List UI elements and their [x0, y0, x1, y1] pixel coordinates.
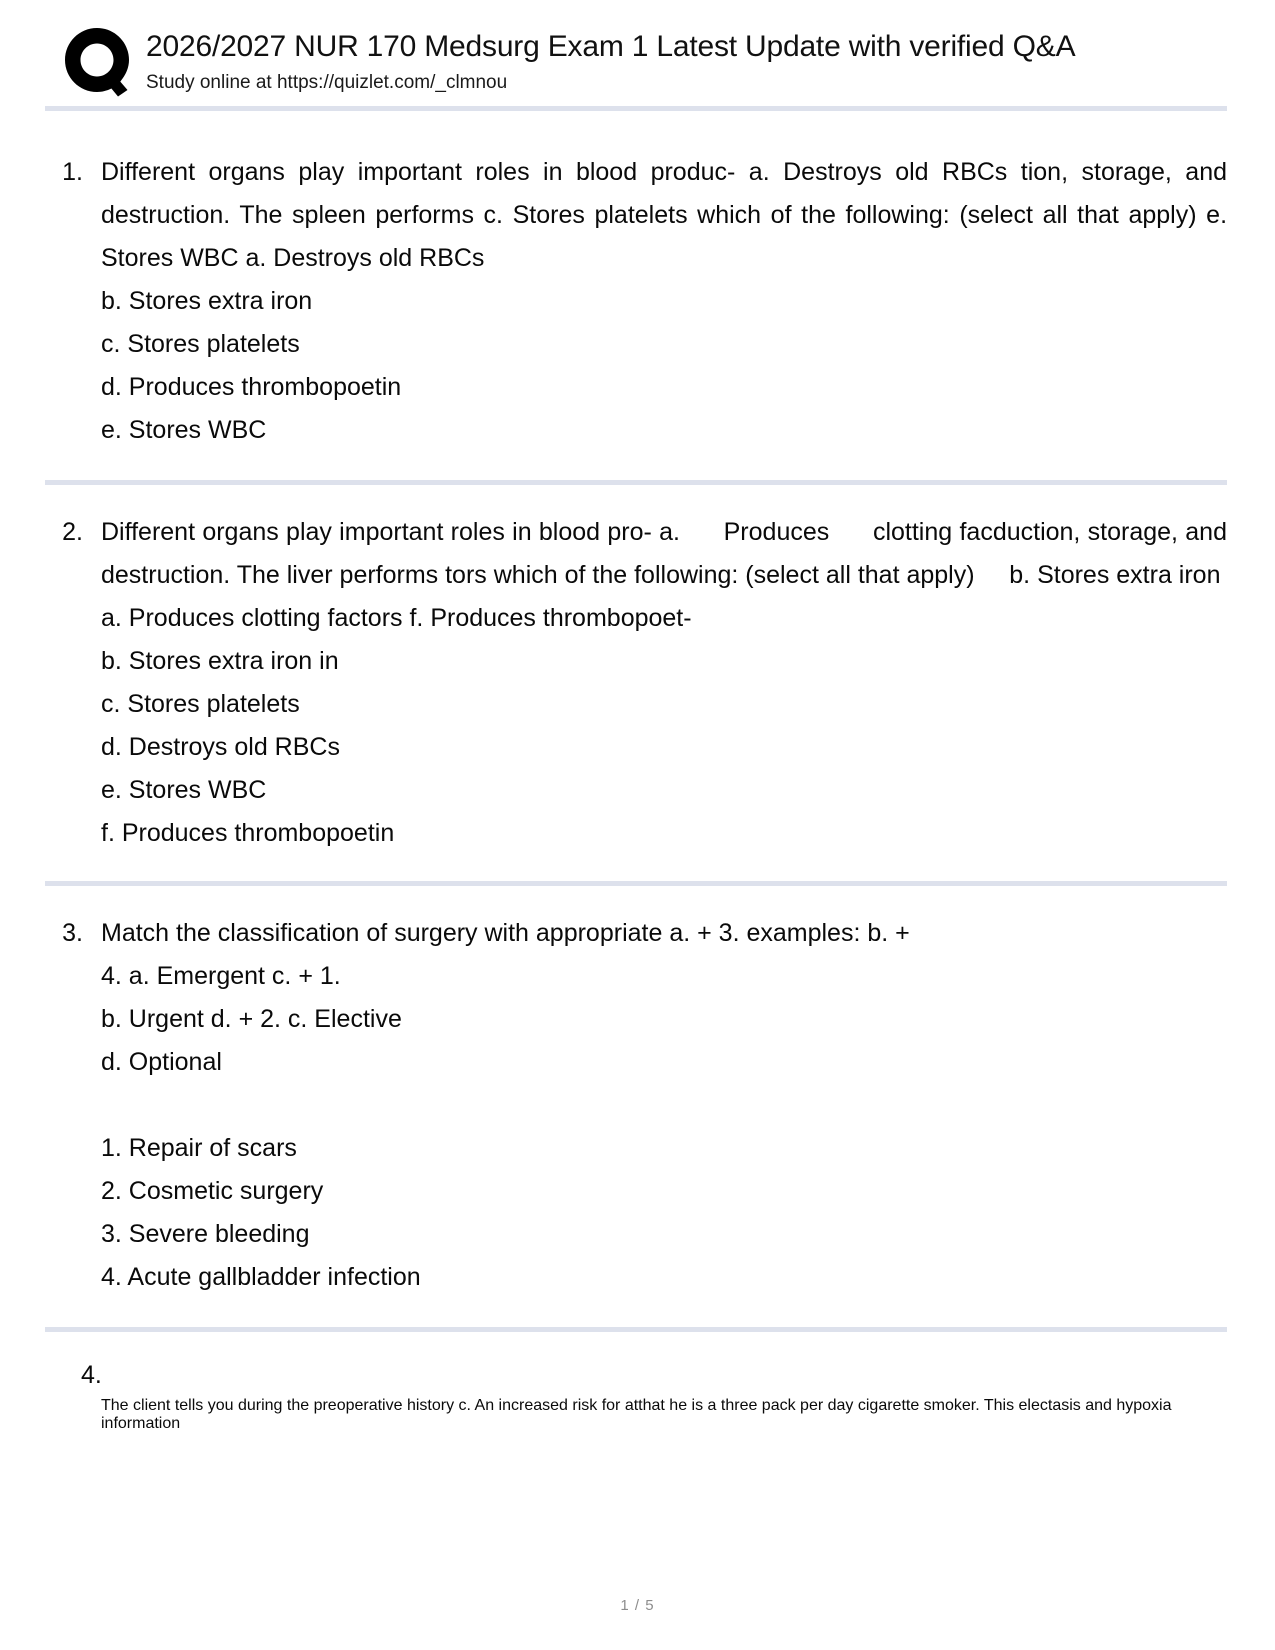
qa-paragraph-line: is a three pack per day cigarette smoker. This electasis and hypoxia information: [101, 1397, 1172, 1432]
qa-content: [45, 1397, 1227, 1433]
qa-paragraph-line: Match the classification of surgery with appropriate a. + 3. examples: b. +: [101, 919, 910, 947]
qa-option: 2. Cosmetic surgery: [101, 1177, 324, 1205]
page-footer: [0, 1597, 1275, 1614]
qa-paragraph: [101, 151, 1234, 280]
study-online-link[interactable]: Study online at https://quizlet.com/_clmnou: [146, 72, 508, 93]
qa-option: d. Destroys old RBCs: [101, 733, 340, 761]
qa-paragraph-line: facduction, storage, and destruction. The liver performs tors which of the: [101, 518, 1234, 589]
qa-paragraph: [101, 1397, 1227, 1433]
qa-number: 3.: [62, 919, 83, 947]
qa-entry-1: [40, 111, 1235, 480]
qa-paragraph-line: The client tells you during the preoperative history c. An increased risk for atthat he: [101, 1397, 688, 1414]
qa-option: 1. Repair of scars: [101, 1134, 297, 1162]
qa-paragraph-line: 4. a. Emergent c. + 1.: [101, 962, 341, 990]
header-text-block: [146, 22, 1075, 96]
qa-option: f. Produces thrombopoetin: [101, 819, 395, 847]
qa-paragraph-line: d. Optional: [101, 1048, 222, 1076]
qa-option: c. Stores platelets: [101, 330, 300, 358]
document-header: [40, 0, 1235, 92]
qa-option: d. Produces thrombopoetin: [101, 373, 402, 401]
qa-paragraph-line: Different organs play important roles in blood pro- a. Produces clotting: [101, 518, 953, 546]
qa-option: b. Stores extra iron: [101, 287, 313, 315]
qa-content: [101, 912, 1227, 1299]
qa-option: a. Produces clotting factors f. Produces thrombopoet-: [101, 604, 692, 632]
qa-number: 2.: [62, 518, 83, 546]
qa-content: [101, 151, 1234, 452]
qa-option: e. Stores WBC: [101, 416, 267, 444]
qa-entry-4: [40, 1332, 1235, 1433]
blank-line: [101, 1084, 1227, 1127]
qa-option: 4. Acute gallbladder infection: [101, 1263, 421, 1291]
qa-paragraph-line: the following: (select all that apply) e. Stores WBC a. Destroys old RBCs: [101, 201, 1234, 272]
qa-option: b. Stores extra iron in: [101, 647, 339, 675]
qa-option: c. Stores platelets: [101, 690, 300, 718]
qa-paragraph-line: following: (select all that apply) b. Stores extra iron: [634, 561, 1221, 589]
qa-paragraph: [101, 511, 1234, 597]
qa-paragraph-line: tion, storage, and destruction. The spleen performs c. Stores platelets which of: [101, 158, 1234, 229]
page-title: 2026/2027 NUR 170 Medsurg Exam 1 Latest Update with verified Q&A: [146, 30, 1076, 63]
qa-paragraph-line: Different organs play important roles in blood produc- a. Destroys old RBCs: [101, 158, 1008, 186]
qa-option: e. Stores WBC: [101, 776, 267, 804]
qa-option: 3. Severe bleeding: [101, 1220, 310, 1248]
quizlet-q-logo-icon: [58, 24, 136, 102]
qa-number: 4.: [81, 1361, 102, 1389]
qa-number: 1.: [62, 158, 83, 186]
qa-paragraph-line: b. Urgent d. + 2. c. Elective: [101, 1005, 402, 1033]
qa-entry-3: [40, 886, 1235, 1327]
qa-entry-2: [40, 485, 1235, 881]
page-number: 1 / 5: [620, 1597, 655, 1614]
qa-content: [101, 511, 1234, 855]
